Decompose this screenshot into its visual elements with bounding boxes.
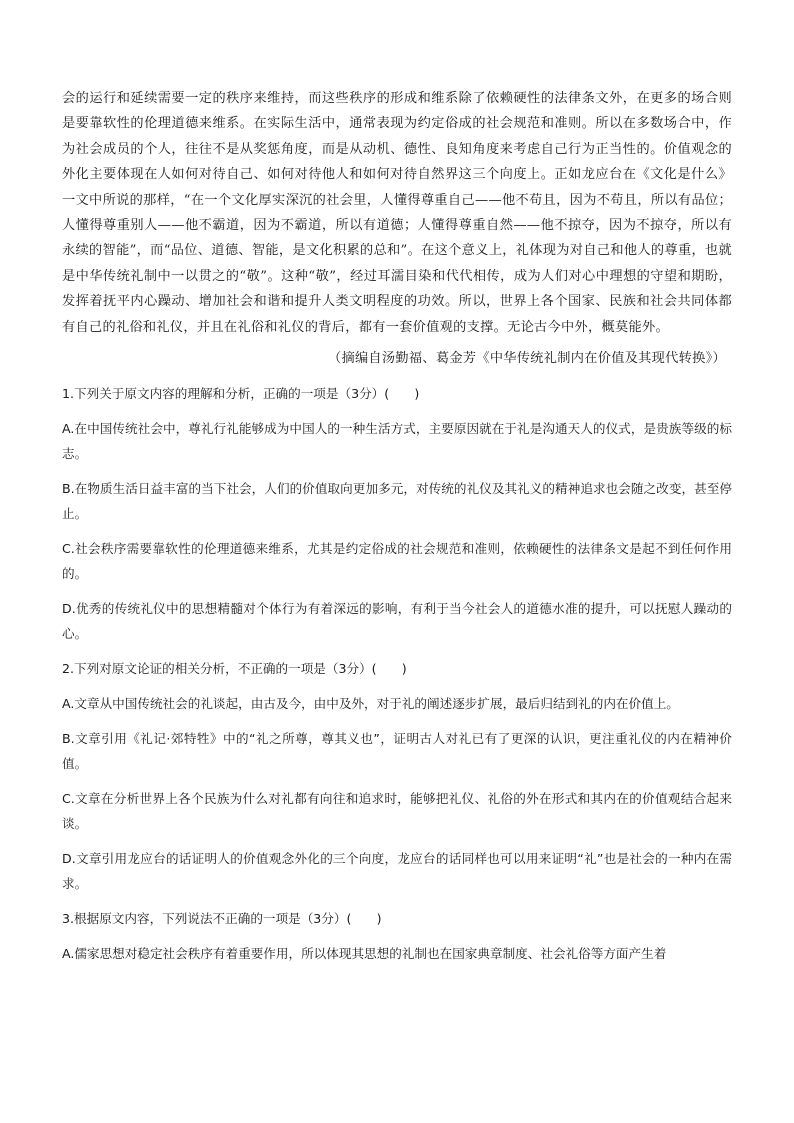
passage-citation: （摘编自汤勤福、葛金芳《中华传统礼制内在价值及其现代转换》） — [327, 351, 726, 367]
option-d: D.优秀的传统礼仪中的思想精髓对个体行为有着深远的影响，有利于当今社会人的道德水准的提升，可以抚慰人躁动的心。 — [62, 601, 732, 642]
option-a: A.文章从中国传统社会的礼谈起，由古及今，由中及外，对于礼的阐述逐步扩展，最后归结到礼的内在价值上。 — [62, 696, 679, 712]
option-b: B.在物质生活日益丰富的当下社会，人们的价值取向更加多元，对传统的礼仪及其礼义的精神追求也会随之改变，甚至停止。 — [62, 481, 732, 522]
option-a: A.儒家思想对稳定社会秩序有着重要作用，所以体现其思想的礼制也在国家典章制度、社会礼俗等方面产生着 — [62, 946, 667, 962]
question-stem: 2.下列对原文论证的相关分析，不正确的一项是（3分）( ) — [62, 661, 407, 677]
question-stem: 3.根据原文内容，下列说法不正确的一项是（3分）( ) — [62, 911, 382, 927]
question-1 — [62, 381, 732, 646]
passage-text: 会的运行和延续需要一定的秩序来维持，而这些秩序的形成和维系除了依赖硬性的法律条文外，在更多的场合则是要靠软性的伦理道德来维系。在实际生活中，通常表现为约定俗成的社会规范和准则。所以在多数场合中，作为社会成员的个人，往往不是从奖惩角度，而是从动机、德性、良知角度来考虑自己行为正当性的。价值观念的外化主要体现在人如何对待自己、如何对待他人和如何对待自然界这三个向度上。正如龙应台在《文化是什么》一文中所说的那样，“在一个文化厚实深沉的社会里，人懂得尊重自己——他不苟且，因为不苟且，所以有品位；人懂得尊重别人——他不霸道，因为不霸道，所以有道德；人懂得尊重自然——他不掠夺，因为不掠夺，所以有永续的智能”，而“品位、道德、智能，是文化积累的总和”。在这个意义上，礼体现为对自己和他人的尊重，也就是中华传统礼制中一以贯之的“敬”。这种“敬”，经过耳濡目染和代代相传，成为人们对心中理想的守望和期盼，发挥着抚平内心躁动、增加社会和谐和提升人类文明程度的功效。所以，世界上各个国家、民族和社会共同体都有自己的礼俗和礼仪，并且在礼俗和礼仪的背后，都有一套价值观的支撑。无论古今中外，概莫能外。 — [62, 91, 732, 335]
option-a: A.在中国传统社会中，尊礼行礼能够成为中国人的一种生活方式，主要原因就在于礼是沟通天人的仪式，是贵族等级的标志。 — [62, 421, 732, 462]
option-b: B.文章引用《礼记·郊特牲》中的“礼之所尊，尊其义也”，证明古人对礼已有了更深的认识，更注重礼仪的内在精神价值。 — [62, 731, 732, 772]
question-2 — [62, 656, 732, 896]
option-c: C.文章在分析世界上各个民族为什么对礼都有向往和追求时，能够把礼仪、礼俗的外在形式和其内在的价值观结合起来谈。 — [62, 791, 732, 832]
document-page — [62, 86, 732, 966]
option-d: D.文章引用龙应台的话证明人的价值观念外化的三个向度，龙应台的话同样也可以用来证明“礼”也是社会的一种内在需求。 — [62, 851, 732, 892]
question-stem: 1.下列关于原文内容的理解和分析，正确的一项是（3分）( ) — [62, 386, 420, 402]
option-c: C.社会秩序需要靠软性的伦理道德来维系，尤其是约定俗成的社会规范和准则，依赖硬性的法律条文是起不到任何作用的。 — [62, 541, 732, 582]
question-3 — [62, 906, 732, 966]
